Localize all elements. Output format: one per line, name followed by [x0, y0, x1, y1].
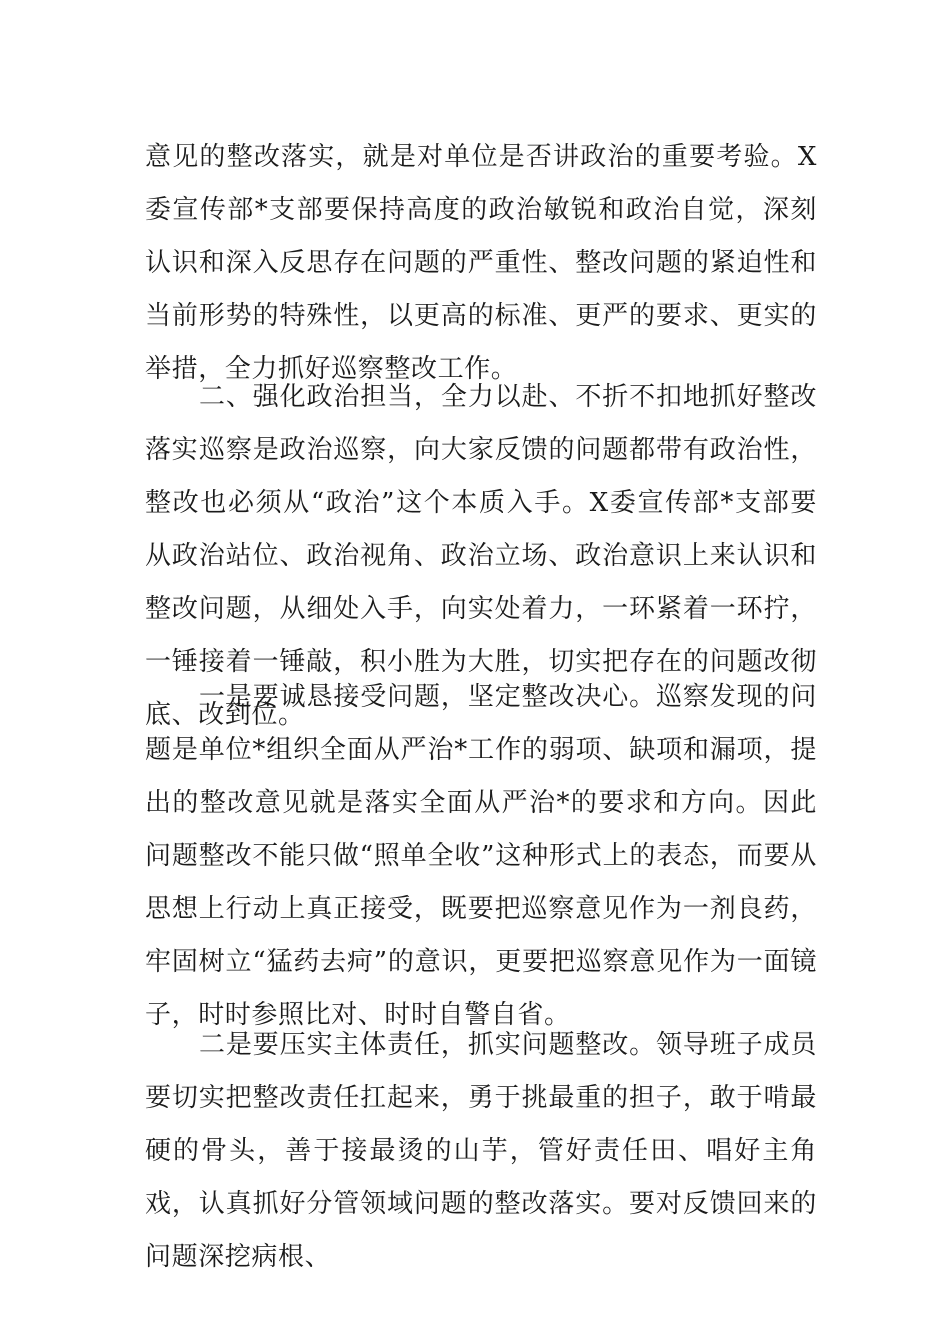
- paragraph-point-two: 二是要压实主体责任，抓实问题整改。领导班子成员要切实把整改责任扛起来，勇于挑最重的担子，敢于啃最硬的骨头，善于接最烫的山芋，管好责任田、唱好主角戏，认真抓好分管领域问题的整改落实。要对反馈回来的问题深挖病根、: [145, 1030, 817, 1272]
- paragraph-inspection: 巡察是政治巡察，向大家反馈的问题都带有政治性，整改也必须从“政治”这个本质入手。X委宣传部*支部要从政治站位、政治视角、政治立场、政治意识上来认识和整改问题，从细处入手，向实处着力，一环紧着一环拧，一锤接着一锤敲，积小胜为大胜，切实把存在的问题改彻底、改到位。: [145, 435, 817, 730]
- paragraph-continuation: 意见的整改落实，就是对单位是否讲政治的重要考验。X委宣传部*支部要保持高度的政治敏锐和政治自觉，深刻认识和深入反思存在问题的严重性、整改问题的紧迫性和当前形势的特殊性，以更高的标准、更严的要求、更实的举措，全力抓好巡察整改工作。: [145, 142, 817, 384]
- section-heading: 二、强化政治担当，全力以赴、不折不扣地抓好整改落实: [145, 382, 817, 465]
- paragraph-point-one: 一是要诚恳接受问题，坚定整改决心。巡察发现的问题是单位*组织全面从严治*工作的弱项、缺项和漏项，提出的整改意见就是落实全面从严治*的要求和方向。因此问题整改不能只做“照单全收”这种形式上的表态，而要从思想上行动上真正接受，既要把巡察意见作为一剂良药，牢固树立“猛药去疴”的意识，更要把巡察意见作为一面镜子，时时参照比对、时时自警自省。: [145, 682, 817, 1030]
